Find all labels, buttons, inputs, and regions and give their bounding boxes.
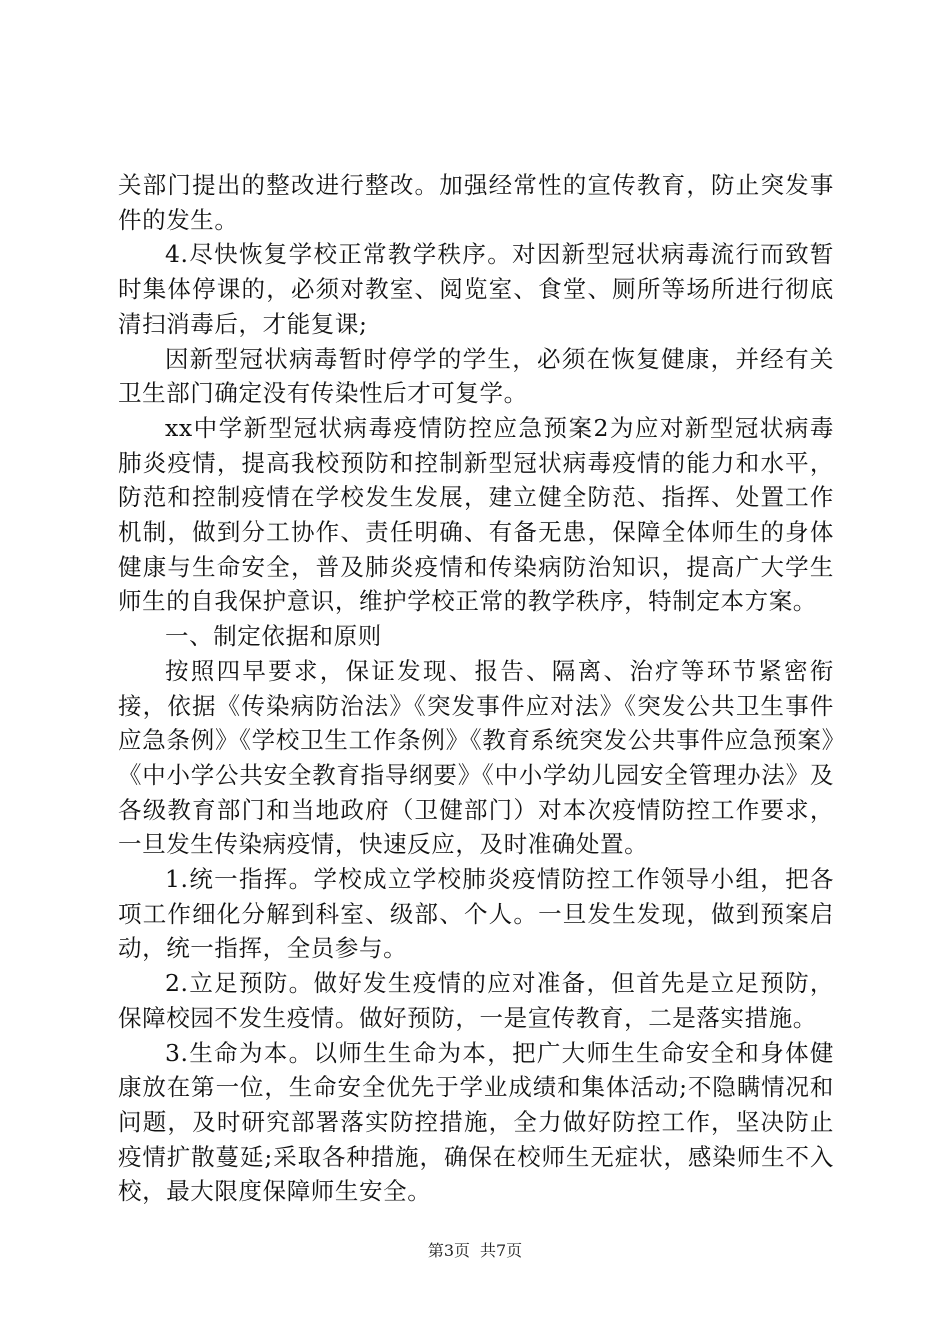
paragraph: 因新型冠状病毒暂时停学的学生，必须在恢复健康，并经有关卫生部门确定没有传染性后才可复学。 <box>118 344 834 408</box>
paragraph: 2.立足预防。做好发生疫情的应对准备，但首先是立足预防，保障校园不发生疫情。做好预防，一是宣传教育，二是落实措施。 <box>118 969 834 1032</box>
section-heading: 一、制定依据和原则 <box>165 622 382 651</box>
paragraph: 按照四早要求，保证发现、报告、隔离、治疗等环节紧密衔接，依据《传染病防治法》《突发事件应对法》《突发公共卫生事件应急条例》《学校卫生工作条例》《教育系统突发公共事件应急预案》《中小学公共安全教育指导纲要》《中小学幼儿园安全管理办法》及各级教育部门和当地政府（卫健部门）对本次疫情防控工作要求，一旦发生传染病疫情，快速反应，及时准确处置。 <box>118 656 834 859</box>
paragraph: 4.尽快恢复学校正常教学秩序。对因新型冠状病毒流行而致暂时集体停课的，必须对教室、阅览室、食堂、厕所等场所进行彻底清扫消毒后，才能复课; <box>118 240 834 338</box>
page-number: 第3页 <box>427 1241 470 1260</box>
page-total: 共7页 <box>480 1241 523 1260</box>
page-footer <box>0 1238 950 1261</box>
paragraph: xx中学新型冠状病毒疫情防控应急预案2为应对新型冠状病毒肺炎疫情，提高我校预防和控制新型冠状病毒疫情的能力和水平，防范和控制疫情在学校发生发展，建立健全防范、指挥、处置工作机制，做到分工协作、责任明确、有备无患，保障全体师生的身体健康与生命安全，普及肺炎疫情和传染病防治知识，提高广大学生师生的自我保护意识，维护学校正常的教学秩序，特制定本方案。 <box>118 413 834 616</box>
document-body <box>118 168 834 1209</box>
paragraph: 关部门提出的整改进行整改。加强经常性的宣传教育，防止突发事件的发生。 <box>118 171 834 234</box>
paragraph: 1.统一指挥。学校成立学校肺炎疫情防控工作领导小组，把各项工作细化分解到科室、级部、个人。一旦发生发现，做到预案启动，统一指挥，全员参与。 <box>118 865 834 963</box>
paragraph: 3.生命为本。以师生生命为本，把广大师生生命安全和身体健康放在第一位，生命安全优先于学业成绩和集体活动;不隐瞒情况和问题，及时研究部署落实防控措施，全力做好防控工作，坚决防止疫情扩散蔓延;采取各种措施，确保在校师生无症状，感染师生不入校，最大限度保障师生安全。 <box>118 1038 834 1206</box>
